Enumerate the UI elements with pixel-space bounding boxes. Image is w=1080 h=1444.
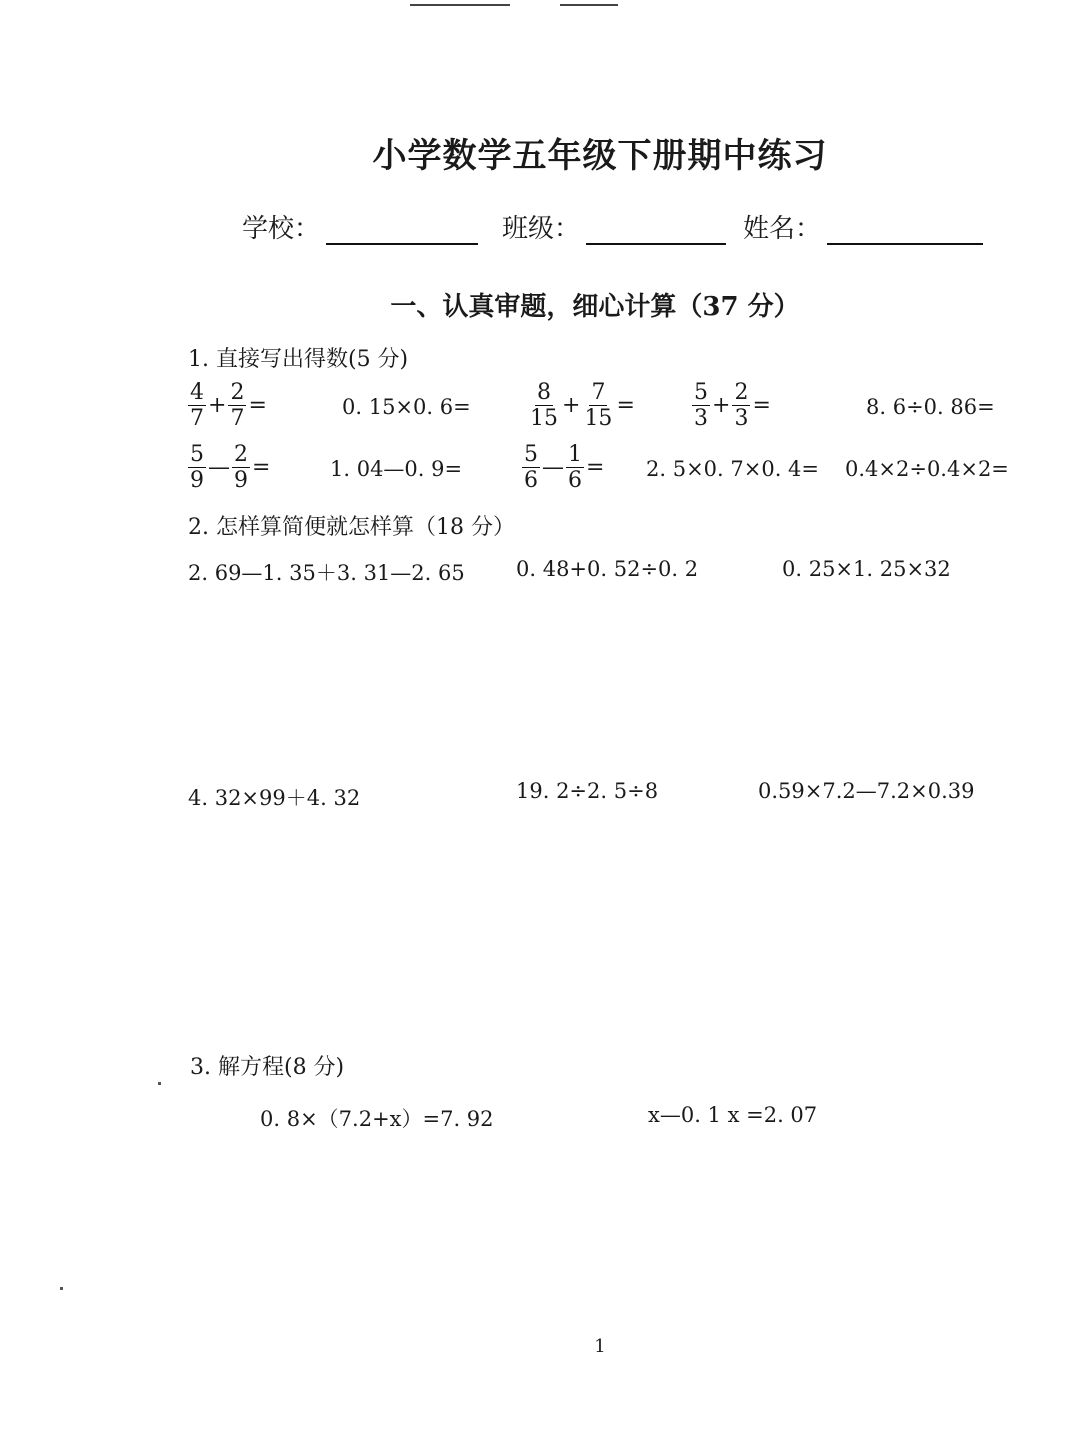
q1-row2-c <box>522 442 606 494</box>
q2-item-2: 0. 48+0. 52÷0. 2 <box>516 557 699 581</box>
school-label: 学校： <box>242 214 321 244</box>
operator: — <box>208 455 230 481</box>
equals: = <box>752 393 771 419</box>
q2-item-1: 2. 69—1. 35＋3. 31—2. 65 <box>188 561 465 585</box>
class-label: 班级： <box>502 214 581 244</box>
equals: = <box>616 393 635 419</box>
q1-row1-c <box>528 380 637 432</box>
school-blank[interactable] <box>326 215 478 245</box>
q2-heading: 2. 怎样算简便就怎样算（18 分） <box>188 515 515 540</box>
denominator: 3 <box>694 406 708 432</box>
denominator: 3 <box>734 406 749 432</box>
school-field <box>242 208 478 245</box>
operator: + <box>208 393 227 419</box>
denominator: 7 <box>230 406 245 432</box>
name-blank[interactable] <box>827 215 983 245</box>
scan-speck <box>60 1287 63 1290</box>
numerator: 5 <box>524 442 538 467</box>
numerator: 1 <box>568 442 582 467</box>
fraction <box>566 442 584 494</box>
fraction <box>582 380 614 432</box>
q2-item-5: 19. 2÷2. 5÷8 <box>516 779 659 803</box>
fraction <box>692 380 710 432</box>
class-field <box>502 208 726 245</box>
fraction <box>188 442 206 494</box>
q2-item-3: 0. 25×1. 25×32 <box>782 557 951 581</box>
fraction <box>528 380 560 432</box>
numerator: 2 <box>230 380 245 405</box>
section-heading: 一、认真审题，细心计算（37 分） <box>390 292 800 322</box>
numerator: 7 <box>591 380 606 405</box>
q1-heading: 1. 直接写出得数(5 分) <box>188 347 409 372</box>
q1-row1-e: 8. 6÷0. 86= <box>866 395 995 419</box>
q2-item-4: 4. 32×99＋4. 32 <box>188 786 361 810</box>
equals: = <box>252 455 271 481</box>
numerator: 4 <box>190 380 204 405</box>
q1-row2-b: 1. 04—0. 9= <box>330 457 463 481</box>
name-field <box>743 208 983 245</box>
fraction <box>732 380 750 432</box>
operator: + <box>712 393 731 419</box>
numerator: 2 <box>734 380 749 405</box>
operator: — <box>542 455 564 481</box>
equals: = <box>248 393 267 419</box>
numerator: 2 <box>234 442 248 467</box>
q3-equation-2: x—0. 1 x =2. 07 <box>648 1103 818 1127</box>
q3-equation-1: 0. 8×（7.2+x）=7. 92 <box>260 1107 494 1131</box>
denominator: 15 <box>530 406 558 432</box>
q1-row1-a <box>188 380 269 432</box>
numerator: 5 <box>694 380 708 405</box>
q1-row2-e: 0.4×2÷0.4×2= <box>845 457 1009 481</box>
q1-row2-a <box>188 442 272 494</box>
q1-row1-d <box>692 380 773 432</box>
q2-item-6: 0.59×7.2—7.2×0.39 <box>758 779 975 803</box>
name-label: 姓名： <box>743 214 822 244</box>
numerator: 8 <box>537 380 551 405</box>
q1-row1-b: 0. 15×0. 6= <box>342 395 471 419</box>
equals: = <box>586 455 605 481</box>
fraction <box>232 442 250 494</box>
numerator: 5 <box>190 442 204 467</box>
page-number: 1 <box>594 1336 606 1357</box>
class-blank[interactable] <box>586 215 726 245</box>
denominator: 9 <box>190 468 204 494</box>
scan-mark-left <box>410 4 510 6</box>
operator: + <box>562 393 581 419</box>
denominator: 15 <box>584 406 613 432</box>
denominator: 6 <box>524 468 538 494</box>
q3-heading: 3. 解方程(8 分) <box>190 1055 345 1080</box>
scan-speck <box>158 1082 161 1085</box>
q1-row2-d: 2. 5×0. 7×0. 4= <box>646 457 820 481</box>
denominator: 9 <box>234 468 248 494</box>
fraction <box>522 442 540 494</box>
fraction <box>228 380 246 432</box>
fraction <box>188 380 206 432</box>
page-title: 小学数学五年级下册期中练习 <box>372 136 828 176</box>
denominator: 7 <box>190 406 204 432</box>
denominator: 6 <box>568 468 582 494</box>
scan-mark-right <box>560 4 618 6</box>
